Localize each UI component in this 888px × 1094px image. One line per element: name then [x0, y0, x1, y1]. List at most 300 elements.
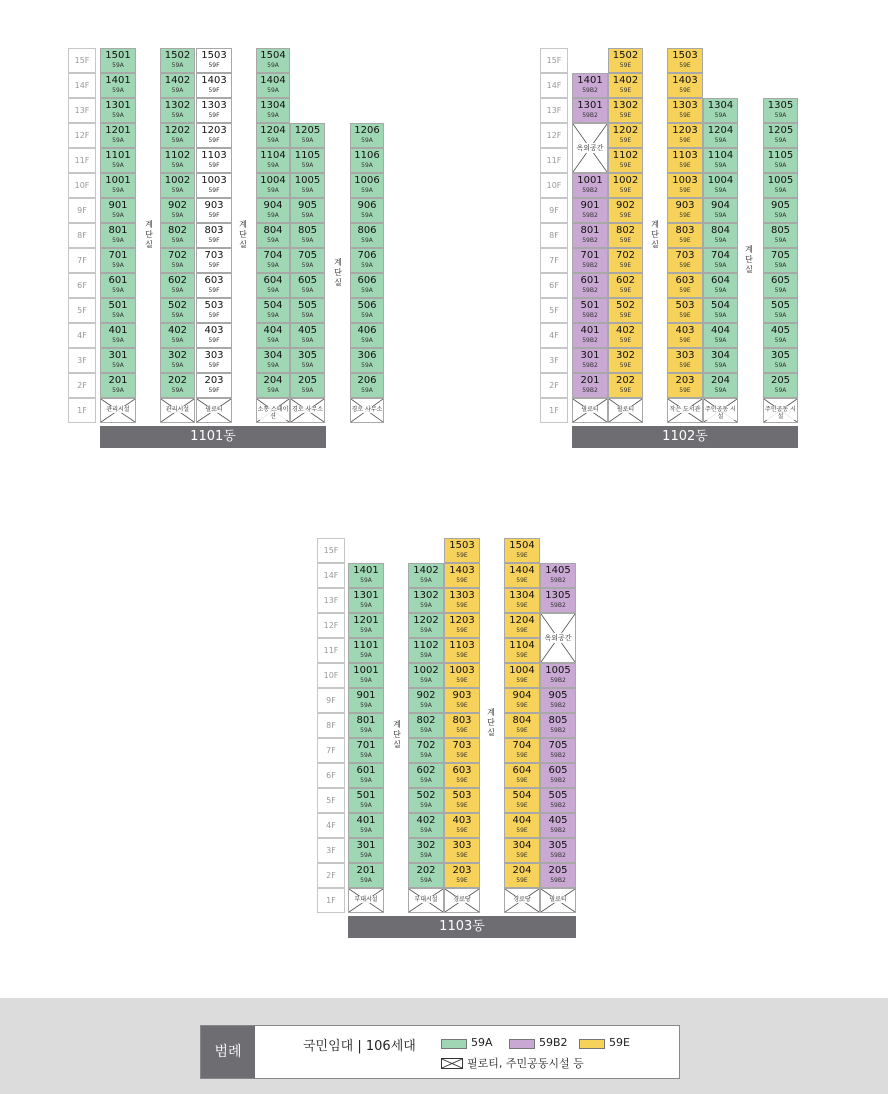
unit-number: 304	[710, 350, 731, 361]
floor-label: 12F	[540, 123, 568, 148]
unit-type: 59A	[267, 387, 279, 394]
unit-cell	[256, 323, 290, 348]
unit-type: 59A	[267, 262, 279, 269]
building-name-bar: 1101동	[100, 426, 326, 448]
unit-number: 1503	[672, 50, 698, 61]
unit-number: 306	[357, 350, 377, 361]
floor-label: 14F	[540, 73, 568, 98]
unit-number: 405	[770, 325, 791, 336]
unit-type: 59E	[456, 802, 468, 809]
unit-cell	[100, 248, 136, 273]
unit-number: 403	[204, 325, 224, 336]
unit-cell	[100, 148, 136, 173]
unit-number: 1201	[105, 125, 131, 136]
unit-cell	[196, 48, 232, 73]
unit-number: 304	[512, 840, 532, 851]
unit-number: 503	[675, 300, 695, 311]
unit-number: 701	[580, 250, 600, 261]
open-space	[540, 613, 576, 663]
unit-cell	[290, 248, 325, 273]
unit-cell	[608, 348, 643, 373]
unit-number: 405	[297, 325, 318, 336]
unit-cell	[608, 298, 643, 323]
unit-type: 59A	[171, 62, 184, 69]
unit-type: 59A	[420, 827, 432, 834]
unit-type: 59A	[774, 187, 787, 194]
unit-cell	[348, 763, 384, 788]
unit-type: 59E	[619, 137, 632, 144]
unit-number: 1401	[353, 565, 379, 576]
unit-number: 805	[297, 225, 318, 236]
ground-facility	[608, 398, 643, 423]
unit-cell	[256, 348, 290, 373]
unit-number: 1504	[260, 50, 286, 61]
unit-type: 59A	[267, 187, 279, 194]
unit-cell	[540, 713, 576, 738]
unit-number: 302	[615, 350, 636, 361]
unit-number: 401	[580, 325, 600, 336]
unit-number: 603	[452, 765, 472, 776]
unit-type: 59B2	[550, 577, 566, 584]
unit-type: 59A	[714, 287, 727, 294]
stair-label: 계 단 실	[745, 245, 753, 274]
unit-number: 1303	[449, 590, 475, 601]
unit-type: 59A	[360, 602, 372, 609]
unit-number: 301	[356, 840, 376, 851]
unit-type: 59A	[420, 727, 432, 734]
unit-number: 305	[770, 350, 791, 361]
ground-facility	[540, 888, 576, 913]
unit-cell	[290, 273, 325, 298]
unit-cell	[667, 223, 703, 248]
stair-label: 계 단 실	[487, 708, 495, 737]
unit-number: 503	[204, 300, 224, 311]
legend-label-59a: 59A	[471, 1036, 493, 1049]
unit-cell	[763, 373, 798, 398]
unit-cell	[100, 223, 136, 248]
unit-cell	[540, 563, 576, 588]
unit-type: 59A	[714, 362, 727, 369]
unit-number: 603	[204, 275, 224, 286]
unit-type: 59A	[360, 652, 372, 659]
floor-label: 1F	[317, 888, 345, 913]
unit-number: 901	[108, 200, 128, 211]
unit-type: 59E	[679, 237, 691, 244]
unit-number: 503	[452, 790, 472, 801]
unit-number: 1305	[545, 590, 571, 601]
stair-label: 계 단 실	[239, 220, 247, 249]
unit-cell	[196, 323, 232, 348]
unit-number: 401	[108, 325, 128, 336]
unit-cell	[608, 248, 643, 273]
ground-facility-label: 소통 스테이션	[257, 406, 289, 420]
unit-type: 59A	[301, 337, 314, 344]
unit-number: 1001	[105, 175, 131, 186]
floor-label: 6F	[68, 273, 96, 298]
unit-number: 1004	[707, 175, 734, 186]
unit-cell	[408, 738, 444, 763]
unit-type: 59E	[619, 237, 632, 244]
floor-label: 11F	[68, 148, 96, 173]
unit-type: 59A	[714, 112, 727, 119]
unit-number: 605	[548, 765, 568, 776]
unit-type: 59F	[208, 312, 220, 319]
unit-type: 59A	[301, 187, 314, 194]
unit-number: 204	[512, 865, 532, 876]
unit-number: 802	[416, 715, 436, 726]
unit-number: 1304	[509, 590, 535, 601]
unit-number: 1201	[353, 615, 379, 626]
unit-cell	[256, 273, 290, 298]
unit-type: 59A	[774, 312, 787, 319]
unit-cell	[763, 348, 798, 373]
unit-cell	[667, 323, 703, 348]
unit-type: 59A	[361, 237, 373, 244]
unit-number: 505	[548, 790, 568, 801]
unit-cell	[408, 638, 444, 663]
unit-type: 59F	[208, 387, 220, 394]
unit-number: 702	[615, 250, 636, 261]
ground-facility-label: 필로티	[573, 406, 607, 413]
unit-type: 59E	[456, 727, 468, 734]
stair-label: 계 단 실	[651, 220, 659, 249]
unit-cell	[444, 563, 480, 588]
unit-number: 302	[167, 350, 188, 361]
unit-cell	[408, 663, 444, 688]
unit-type: 59B2	[582, 187, 598, 194]
unit-number: 204	[710, 375, 731, 386]
unit-cell	[256, 248, 290, 273]
floor-label: 12F	[68, 123, 96, 148]
unit-type: 59A	[361, 162, 373, 169]
unit-type: 59A	[112, 87, 124, 94]
unit-type: 59E	[679, 262, 691, 269]
unit-cell	[100, 98, 136, 123]
unit-type: 59B2	[550, 777, 566, 784]
unit-number: 1105	[294, 150, 321, 161]
unit-number: 202	[416, 865, 436, 876]
unit-type: 59E	[619, 62, 632, 69]
unit-type: 59B2	[550, 677, 566, 684]
unit-cell	[703, 198, 738, 223]
unit-type: 59A	[360, 577, 372, 584]
unit-number: 504	[512, 790, 532, 801]
building-name-bar: 1102동	[572, 426, 798, 448]
unit-type: 59E	[619, 337, 632, 344]
unit-cell	[256, 48, 290, 73]
unit-type: 59E	[456, 852, 468, 859]
unit-cell	[444, 613, 480, 638]
unit-cell	[408, 863, 444, 888]
unit-cell	[703, 273, 738, 298]
unit-cell	[100, 173, 136, 198]
unit-cell	[408, 788, 444, 813]
unit-type: 59E	[516, 552, 528, 559]
unit-type: 59B2	[582, 237, 598, 244]
unit-cell	[444, 638, 480, 663]
unit-type: 59A	[420, 802, 432, 809]
ground-facility	[667, 398, 703, 423]
unit-number: 1106	[354, 150, 380, 161]
unit-type: 59A	[360, 702, 372, 709]
unit-type: 59E	[516, 852, 528, 859]
unit-number: 604	[512, 765, 532, 776]
ground-facility	[408, 888, 444, 913]
unit-cell	[703, 323, 738, 348]
unit-type: 59E	[456, 677, 468, 684]
unit-type: 59E	[516, 652, 528, 659]
unit-number: 301	[580, 350, 600, 361]
unit-type: 59A	[112, 237, 124, 244]
unit-number: 1203	[672, 125, 698, 136]
unit-cell	[196, 173, 232, 198]
unit-type: 59A	[714, 137, 727, 144]
unit-type: 59A	[267, 362, 279, 369]
unit-type: 59E	[679, 362, 691, 369]
unit-number: 1104	[509, 640, 535, 651]
legend-swatch-59a	[441, 1039, 467, 1049]
unit-type: 59A	[361, 337, 373, 344]
unit-number: 1001	[577, 175, 603, 186]
unit-number: 805	[548, 715, 568, 726]
unit-number: 505	[770, 300, 791, 311]
floor-label: 9F	[317, 688, 345, 713]
unit-cell	[160, 348, 195, 373]
unit-cell	[444, 713, 480, 738]
unit-number: 904	[263, 200, 283, 211]
unit-cell	[572, 248, 608, 273]
unit-cell	[504, 638, 540, 663]
unit-type: 59E	[456, 577, 468, 584]
unit-number: 501	[356, 790, 376, 801]
unit-number: 1305	[767, 100, 794, 111]
unit-number: 1303	[672, 100, 698, 111]
unit-cell	[256, 73, 290, 98]
ground-facility-label: 경로당	[445, 896, 479, 903]
unit-number: 803	[452, 715, 472, 726]
unit-cell	[256, 298, 290, 323]
unit-number: 806	[357, 225, 377, 236]
ground-facility	[444, 888, 480, 913]
unit-cell	[667, 298, 703, 323]
unit-cell	[608, 173, 643, 198]
floor-label: 9F	[540, 198, 568, 223]
unit-type: 59F	[208, 62, 220, 69]
unit-type: 59A	[361, 312, 373, 319]
floor-label: 7F	[540, 248, 568, 273]
unit-number: 705	[548, 740, 568, 751]
unit-number: 203	[204, 375, 224, 386]
unit-number: 602	[167, 275, 188, 286]
floor-label: 9F	[68, 198, 96, 223]
floor-label: 10F	[540, 173, 568, 198]
unit-type: 59E	[679, 162, 691, 169]
unit-cell	[572, 373, 608, 398]
unit-type: 59A	[774, 212, 787, 219]
unit-number: 705	[297, 250, 318, 261]
unit-cell	[408, 588, 444, 613]
unit-type: 59A	[112, 362, 124, 369]
unit-type: 59F	[208, 287, 220, 294]
unit-cell	[196, 373, 232, 398]
unit-cell	[667, 123, 703, 148]
unit-type: 59B2	[550, 827, 566, 834]
unit-type: 59B2	[550, 852, 566, 859]
unit-number: 705	[770, 250, 791, 261]
unit-type: 59E	[679, 187, 691, 194]
unit-cell	[350, 173, 384, 198]
unit-number: 604	[263, 275, 283, 286]
unit-cell	[504, 838, 540, 863]
unit-type: 59A	[361, 287, 373, 294]
unit-type: 59E	[679, 312, 691, 319]
unit-cell	[350, 248, 384, 273]
unit-cell	[667, 273, 703, 298]
unit-cell	[444, 813, 480, 838]
floor-label: 10F	[317, 663, 345, 688]
open-space	[572, 123, 608, 173]
unit-number: 1304	[707, 100, 734, 111]
unit-number: 1101	[353, 640, 379, 651]
unit-cell	[196, 123, 232, 148]
unit-type: 59E	[516, 877, 528, 884]
unit-type: 59A	[171, 362, 184, 369]
unit-number: 906	[357, 200, 377, 211]
legend-label: 범례	[201, 1026, 255, 1078]
unit-type: 59A	[774, 287, 787, 294]
unit-type: 59E	[456, 777, 468, 784]
unit-cell	[160, 123, 195, 148]
unit-number: 305	[548, 840, 568, 851]
unit-number: 402	[615, 325, 636, 336]
unit-number: 1301	[577, 100, 603, 111]
unit-type: 59E	[516, 777, 528, 784]
unit-cell	[348, 713, 384, 738]
unit-cell	[196, 73, 232, 98]
unit-number: 1503	[449, 540, 475, 551]
unit-type: 59A	[420, 852, 432, 859]
unit-type: 59A	[360, 852, 372, 859]
unit-cell	[444, 863, 480, 888]
unit-number: 401	[356, 815, 376, 826]
ground-facility-label: 필로티	[197, 406, 231, 413]
unit-cell	[444, 838, 480, 863]
floor-label: 11F	[540, 148, 568, 173]
floor-label: 1F	[540, 398, 568, 423]
unit-cell	[444, 688, 480, 713]
floor-label: 15F	[540, 48, 568, 73]
unit-type: 59A	[267, 337, 279, 344]
unit-type: 59A	[112, 162, 124, 169]
unit-cell	[290, 373, 325, 398]
unit-cell	[350, 373, 384, 398]
unit-cell	[540, 788, 576, 813]
unit-type: 59A	[420, 602, 432, 609]
unit-number: 205	[297, 375, 318, 386]
unit-number: 1205	[294, 125, 321, 136]
unit-type: 59A	[420, 777, 432, 784]
unit-cell	[160, 373, 195, 398]
unit-cell	[703, 248, 738, 273]
unit-cell	[100, 298, 136, 323]
unit-type: 59A	[360, 752, 372, 759]
unit-cell	[160, 173, 195, 198]
floor-label: 15F	[317, 538, 345, 563]
unit-cell	[608, 373, 643, 398]
unit-cell	[667, 198, 703, 223]
unit-number: 202	[167, 375, 188, 386]
unit-cell	[444, 538, 480, 563]
unit-cell	[196, 198, 232, 223]
unit-cell	[350, 148, 384, 173]
unit-type: 59E	[679, 137, 691, 144]
unit-type: 59B2	[550, 602, 566, 609]
unit-type: 59B2	[550, 727, 566, 734]
unit-cell	[572, 273, 608, 298]
unit-cell	[348, 863, 384, 888]
unit-type: 59E	[516, 627, 528, 634]
open-space-label: 옥외공간	[573, 143, 607, 153]
unit-cell	[572, 348, 608, 373]
unit-type: 59B2	[550, 752, 566, 759]
unit-cell	[703, 173, 738, 198]
unit-cell	[703, 123, 738, 148]
unit-number: 1104	[260, 150, 286, 161]
unit-number: 804	[512, 715, 532, 726]
unit-type: 59A	[301, 262, 314, 269]
unit-cell	[196, 223, 232, 248]
unit-number: 804	[263, 225, 283, 236]
unit-cell	[348, 738, 384, 763]
ground-facility	[350, 398, 384, 423]
unit-number: 801	[356, 715, 376, 726]
unit-number: 1402	[413, 565, 439, 576]
unit-cell	[196, 273, 232, 298]
unit-type: 59A	[774, 362, 787, 369]
unit-type: 59A	[714, 387, 727, 394]
floor-label: 1F	[68, 398, 96, 423]
unit-type: 59A	[774, 237, 787, 244]
unit-cell	[504, 613, 540, 638]
unit-type: 59E	[456, 702, 468, 709]
unit-type: 59A	[171, 312, 184, 319]
unit-cell	[256, 223, 290, 248]
unit-type: 59E	[456, 827, 468, 834]
unit-type: 59A	[267, 237, 279, 244]
unit-type: 59A	[420, 677, 432, 684]
unit-number: 502	[615, 300, 636, 311]
stair-label: 계 단 실	[393, 720, 401, 749]
unit-cell	[504, 713, 540, 738]
unit-type: 59E	[456, 652, 468, 659]
floor-label: 13F	[317, 588, 345, 613]
unit-cell	[348, 788, 384, 813]
unit-type: 59B2	[550, 877, 566, 884]
unit-number: 902	[167, 200, 188, 211]
unit-cell	[504, 588, 540, 613]
unit-type: 59A	[171, 337, 184, 344]
unit-number: 1404	[260, 75, 286, 86]
ground-facility	[256, 398, 290, 423]
unit-number: 1203	[201, 125, 227, 136]
unit-type: 59E	[619, 387, 632, 394]
floor-label: 3F	[68, 348, 96, 373]
unit-number: 403	[675, 325, 695, 336]
unit-cell	[256, 123, 290, 148]
unit-cell	[540, 738, 576, 763]
unit-number: 905	[548, 690, 568, 701]
unit-number: 201	[108, 375, 128, 386]
